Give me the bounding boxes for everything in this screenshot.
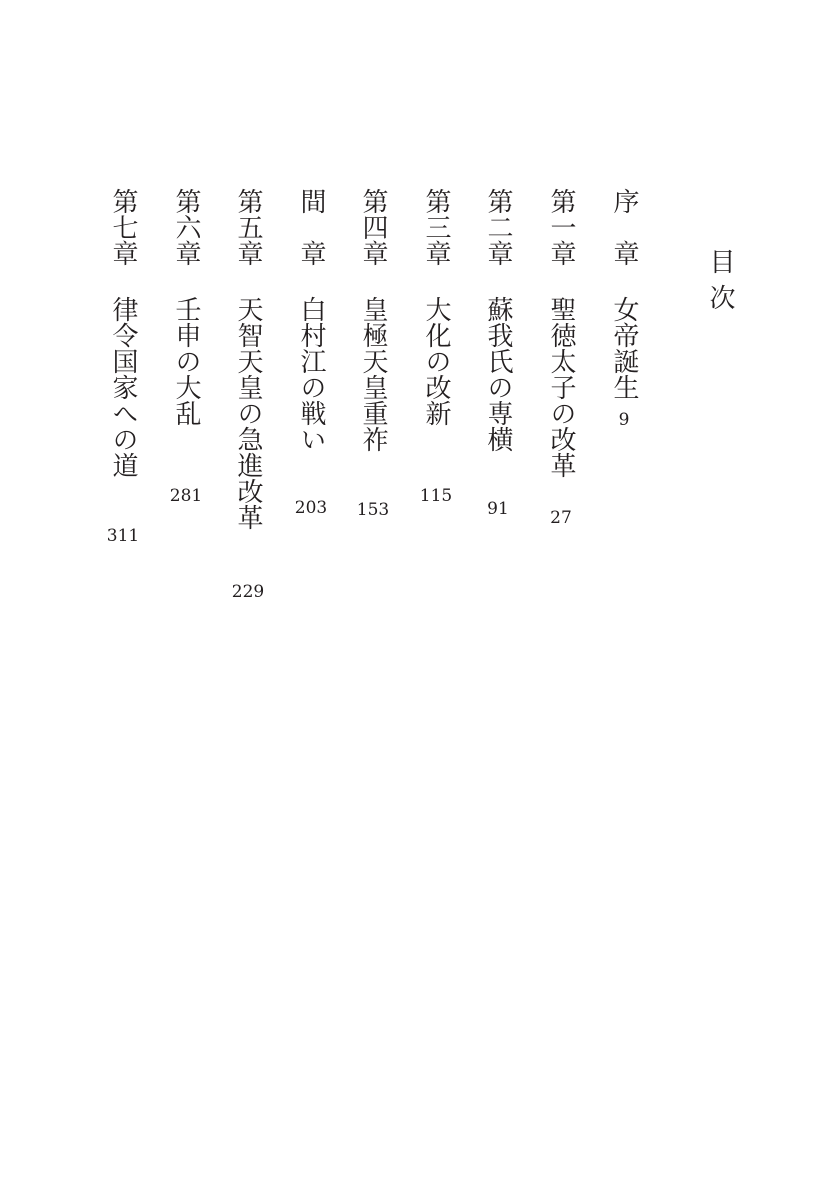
toc-entry-chapter-1[interactable] (541, 188, 581, 528)
chapter-label: 第一章 (546, 188, 576, 266)
page-number: 203 (294, 498, 328, 518)
chapter-title: 天智天皇の急進改革 (233, 296, 263, 530)
toc-entry-chapter-5[interactable] (228, 188, 268, 602)
chapter-title: 白村江の戦い (296, 296, 326, 452)
page-number: 91 (487, 499, 509, 519)
toc-entry-prologue[interactable] (604, 188, 644, 430)
page-number: 229 (231, 582, 265, 602)
chapter-label: 第四章 (358, 188, 388, 266)
chapter-label: 第七章 (108, 188, 138, 266)
toc-entry-chapter-3[interactable] (416, 188, 456, 506)
toc-entry-chapter-7[interactable] (103, 188, 143, 546)
chapter-label: 序 章 (609, 188, 639, 266)
page-number: 27 (550, 508, 572, 528)
page-number: 281 (169, 486, 203, 506)
chapter-label: 第六章 (171, 188, 201, 266)
toc-entry-chapter-6[interactable] (166, 188, 206, 506)
chapter-title: 蘇我氏の専横 (483, 296, 513, 452)
chapter-label: 第五章 (233, 188, 263, 266)
toc-heading (700, 248, 740, 310)
chapter-label: 第三章 (421, 188, 451, 266)
page-number: 9 (618, 410, 630, 430)
chapter-title: 壬申の大乱 (171, 296, 201, 426)
page-number: 115 (419, 486, 453, 506)
chapter-title: 皇極天皇重祚 (358, 296, 388, 452)
toc-entry-chapter-4[interactable] (353, 188, 393, 520)
toc-entry-chapter-2[interactable] (478, 188, 518, 519)
page-number: 311 (106, 526, 140, 546)
chapter-title: 女帝誕生 (609, 296, 639, 400)
chapter-title: 聖徳太子の改革 (546, 296, 576, 478)
chapter-title: 律令国家への道 (108, 296, 138, 478)
chapter-label: 間 章 (296, 188, 326, 266)
toc-entry-interlude[interactable] (291, 188, 331, 518)
page-number: 153 (356, 500, 390, 520)
chapter-label: 第二章 (483, 188, 513, 266)
toc-heading-char-1: 目 (705, 248, 735, 274)
chapter-title: 大化の改新 (421, 296, 451, 426)
toc-heading-char-2: 次 (705, 284, 735, 310)
